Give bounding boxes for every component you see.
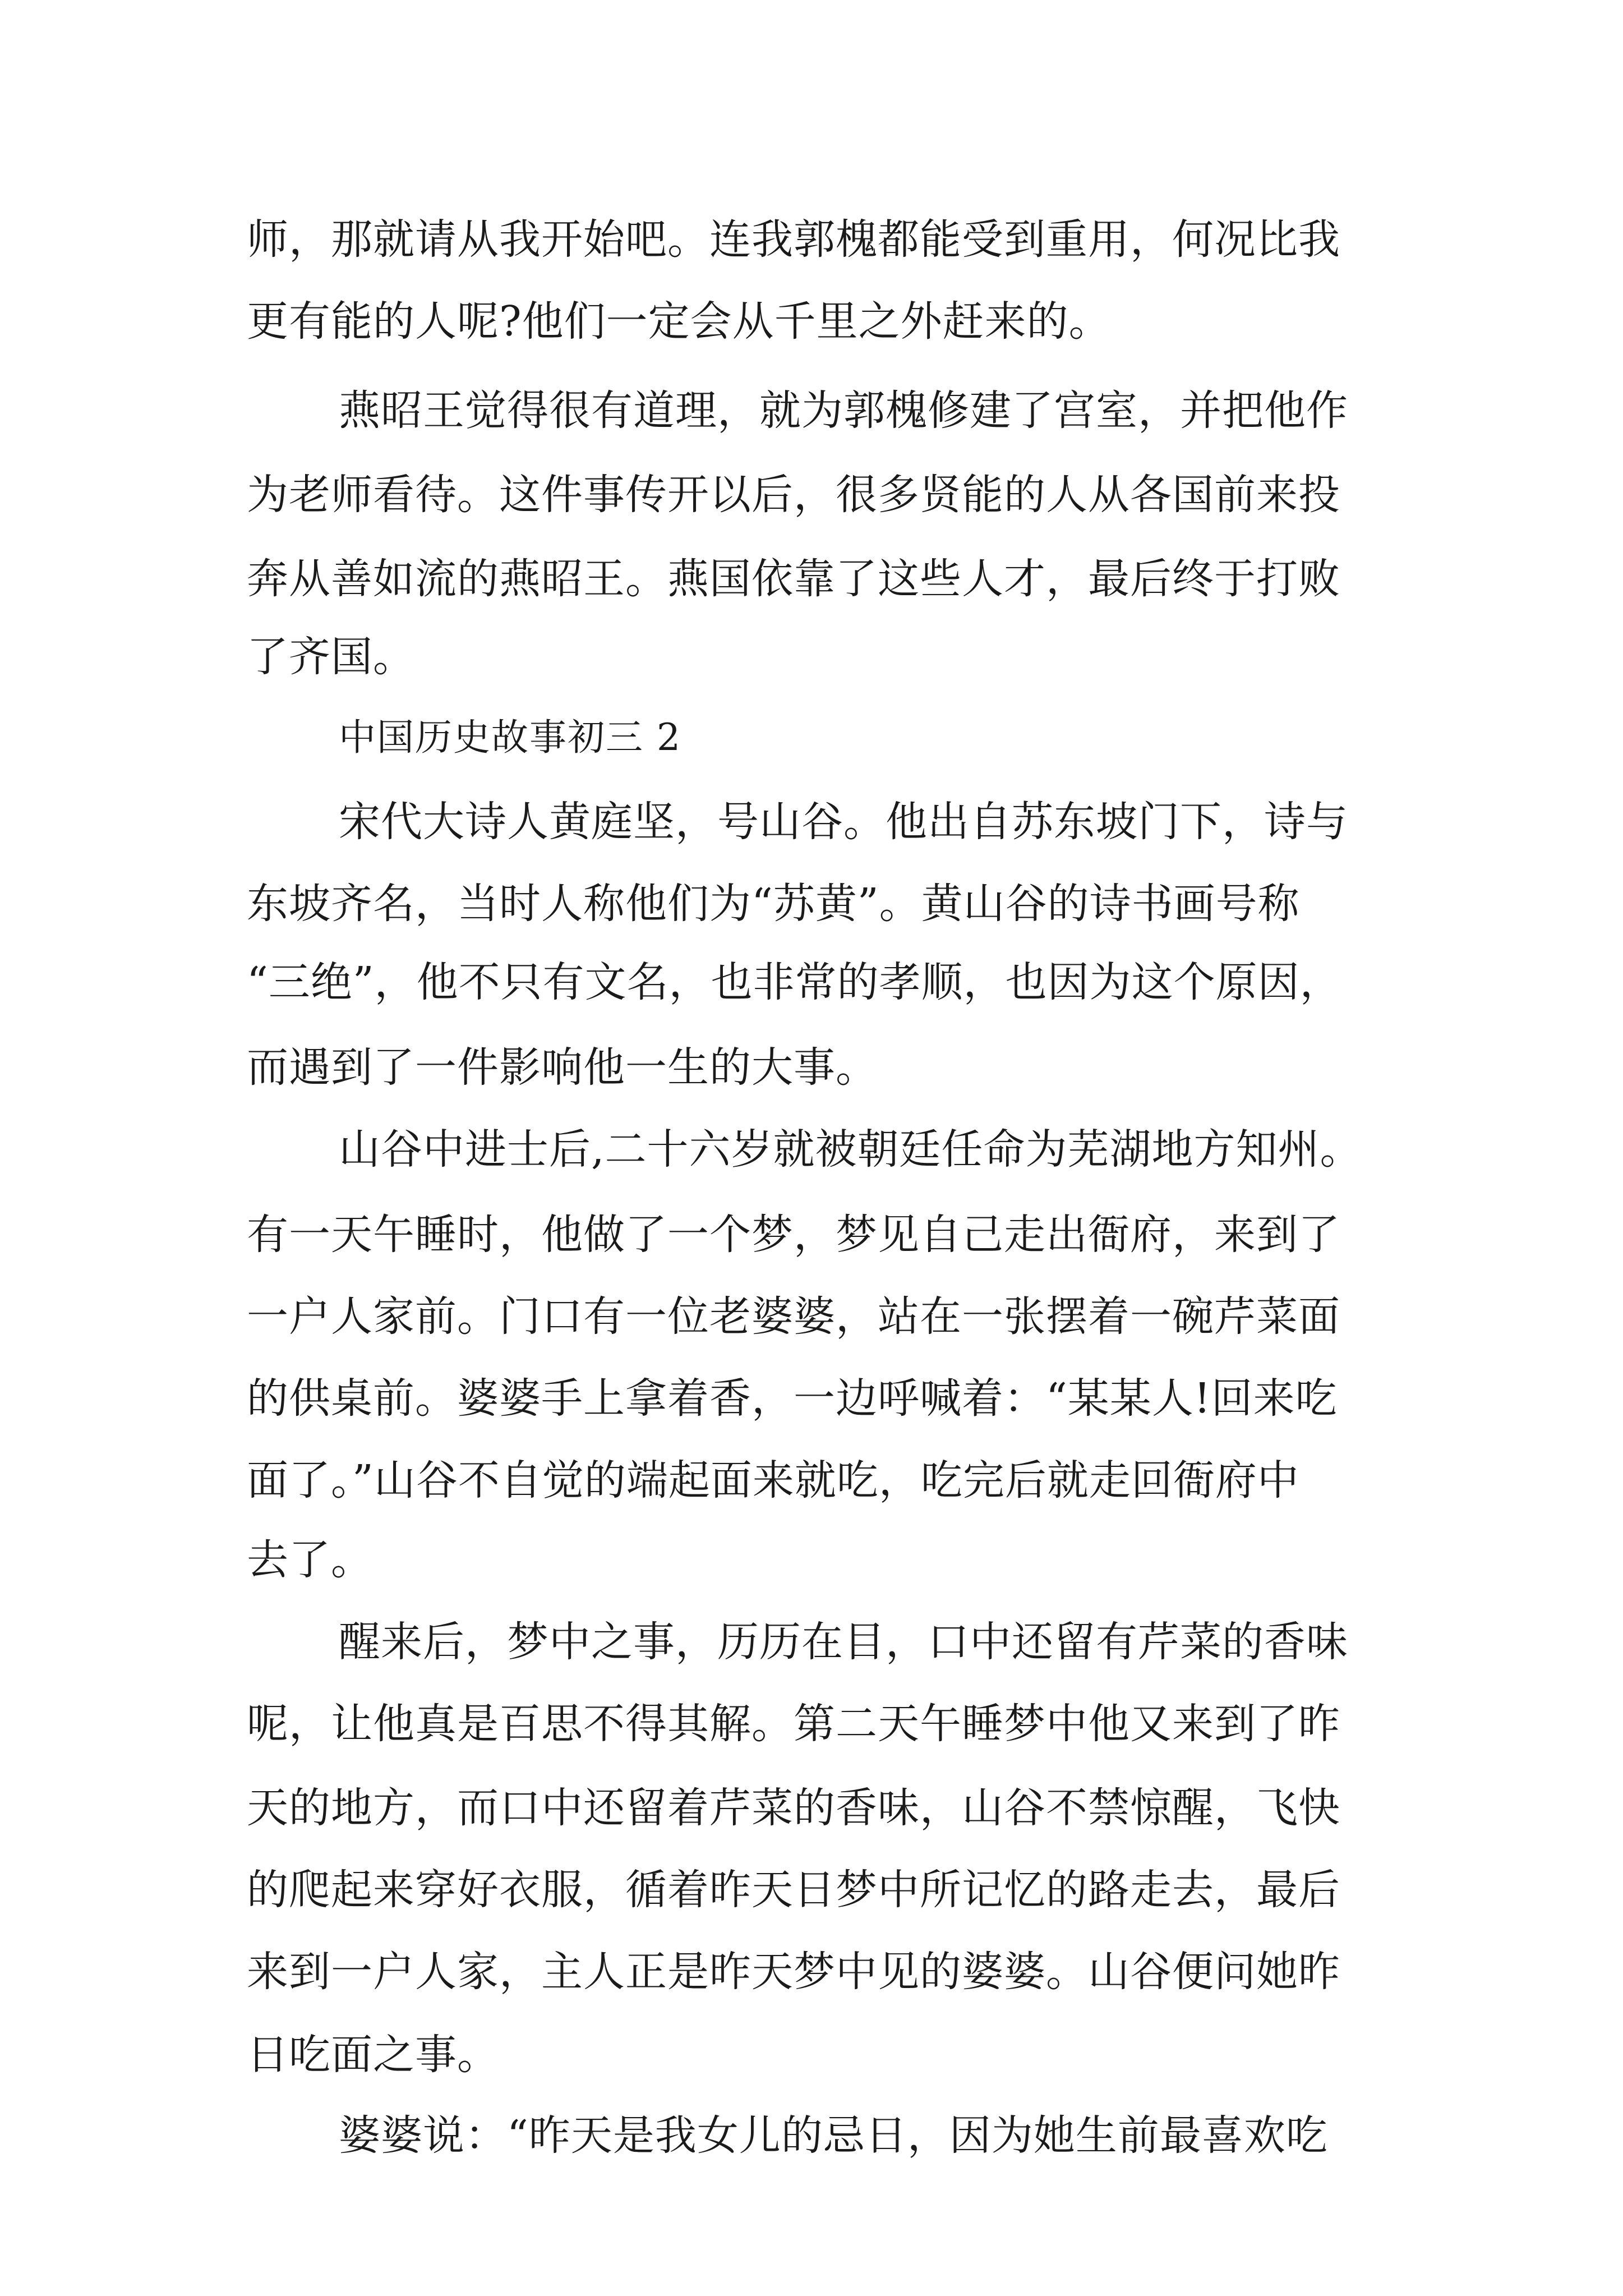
text-line: 东坡齐名，当时人称他们为“苏黄”。黄山谷的诗书画号称 [247,880,1300,928]
paragraph-first-line: 燕昭王觉得很有道理，就为郭槐修建了宫室，并把他作 [339,386,1348,435]
text-line: 奔从善如流的燕昭王。燕国依靠了这些人才，最后终于打败 [247,555,1340,603]
text-line: 天的地方，而口中还留着芹菜的香味，山谷不禁惊醒，飞快 [247,1784,1340,1832]
text-line: “三绝”，他不只有文名，也非常的孝顺，也因为这个原因， [247,958,1342,1006]
text-line: 为老师看待。这件事传开以后，很多贤能的人从各国前来投 [247,471,1340,519]
paragraph-first-line: 婆婆说：“昨天是我女儿的忌日，因为她生前最喜欢吃 [339,2111,1328,2160]
paragraph-first-line: 山谷中进士后,二十六岁就被朝廷任命为芜湖地方知州。 [339,1125,1362,1174]
text-line: 了齐国。 [247,633,415,681]
section-heading: 中国历史故事初三 2 [339,716,681,759]
text-line: 来到一户人家，主人正是昨天梦中见的婆婆。山谷便问她昨 [247,1948,1340,1996]
text-line: 有一天午睡时，他做了一个梦，梦见自己走出衙府，来到了 [247,1211,1340,1259]
paragraph-first-line: 醒来后，梦中之事，历历在目，口中还留有芹菜的香味 [339,1618,1348,1666]
text-line: 一户人家前。门口有一位老婆婆，站在一张摆着一碗芹菜面 [247,1292,1340,1341]
text-line: 的供桌前。婆婆手上拿着香，一边呼喊着：“某某人!回来吃 [247,1374,1338,1423]
paragraph-first-line: 宋代大诗人黄庭坚，号山谷。他出自苏东坡门下，诗与 [339,798,1348,846]
text-line: 的爬起来穿好衣服，循着昨天日梦中所记忆的路走去，最后 [247,1866,1340,1914]
text-line: 面了。”山谷不自觉的端起面来就吃，吃完后就走回衙府中 [247,1456,1299,1504]
text-line: 呢，让他真是百思不得其解。第二天午睡梦中他又来到了昨 [247,1700,1340,1748]
text-line: 师，那就请从我开始吧。连我郭槐都能受到重用，何况比我 [247,215,1340,264]
text-line: 而遇到了一件影响他一生的大事。 [247,1043,878,1092]
text-line: 更有能的人呢?他们一定会从千里之外赶来的。 [247,297,1111,346]
text-line: 去了。 [247,1536,373,1584]
text-line: 日吃面之事。 [247,2031,499,2079]
